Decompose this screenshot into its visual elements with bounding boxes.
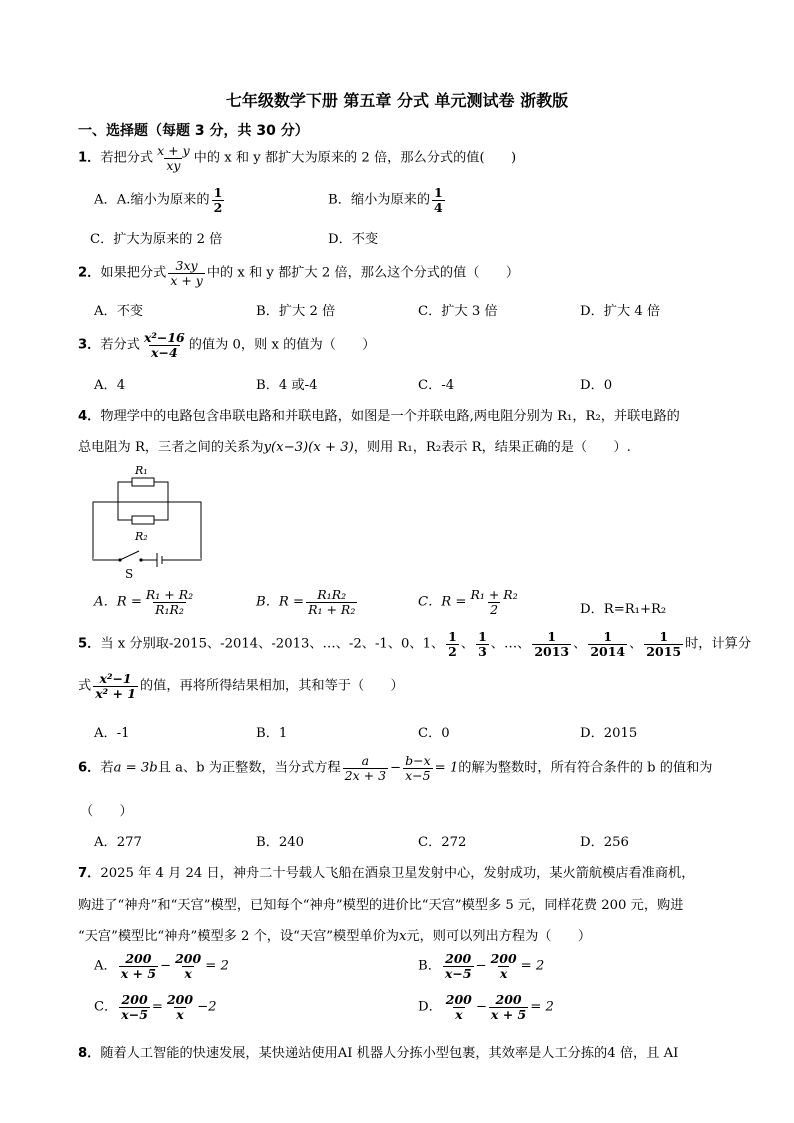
- q5-option-a[interactable]: A．-1: [94, 726, 130, 741]
- q1-fraction: $\frac{x + y}{xy}$: [157, 143, 190, 173]
- q6-option-b[interactable]: B．240: [256, 835, 305, 850]
- page-title: 七年级数学下册 第五章 分式 单元测试卷 浙教版: [225, 91, 569, 110]
- resistor-r1: [132, 478, 154, 486]
- question-1: 1．若把分式 $\frac{x + y}{xy}$ 中的 x 和 y 都扩大为原来的 2 倍，那么分式的值( ): [78, 143, 517, 173]
- q5-option-d[interactable]: D．2015: [580, 726, 638, 741]
- q4-option-a[interactable]: A．R = $\frac{\text{R₁ + R₂}}{\text{R₁R₂}}$: [94, 587, 194, 617]
- question-6-blank: （ ）: [80, 804, 133, 819]
- circuit-parallel-loop: [118, 482, 168, 520]
- question-3: 3．若分式 $\frac{\text{x²−16}}{x-4}$ 的值为 0，则 x 的值为（ ）: [78, 330, 376, 360]
- q7-option-c[interactable]: C． $\frac{200}{x-5}$ = $\frac{200}{x}$ −2: [94, 992, 217, 1022]
- q7-option-d[interactable]: D． $\frac{200}{x}$ − $\frac{200}{x + 5}$ = 2: [418, 992, 554, 1022]
- label-s: S: [125, 567, 134, 580]
- q6-option-a[interactable]: A．277: [94, 835, 142, 850]
- parallel-circuit-diagram: [85, 460, 215, 580]
- q7-option-b[interactable]: B． $\frac{200}{x-5}$ − $\frac{200}{x}$ = 2: [418, 951, 545, 981]
- question-7-line2: 购进了“神舟”和“天宫”模型，已知每个“神舟”模型的进价比“天宫”模型多 5 元，同样花费 200 元，购进: [78, 898, 684, 913]
- question-5-line2: 式 $\frac{\text{x²−1}}{\text{x² + 1}}$ 的值，再将所得结果相加，其和等于（ ）: [78, 671, 404, 701]
- resistor-r2: [132, 516, 154, 524]
- question-4-line1: 4．物理学中的电路包含串联电路和并联电路，如图是一个并联电路,两电阻分别为 R₁，R₂，并联电路的: [78, 409, 680, 424]
- label-r1: R₁: [135, 464, 148, 477]
- question-4-line2: 总电阻为 R，三者之间的关系为y(x−3)(x + 3)，则用 R₁，R₂表示 R，结果正确的是（ ）.: [78, 440, 631, 455]
- q2-option-b[interactable]: B．扩大 2 倍: [256, 304, 336, 319]
- q1-option-a[interactable]: A．A.缩小为原来的 $\frac{1}{2}$: [94, 185, 223, 215]
- q2-option-d[interactable]: D．扩大 4 倍: [580, 304, 661, 319]
- question-7-line1: 7．2025 年 4 月 24 日，神舟二十号载人飞船在酒泉卫星发射中心，发射成功，某火箭航模店看准商机，: [78, 866, 695, 881]
- q6-option-d[interactable]: D．256: [580, 835, 629, 850]
- q1-option-b[interactable]: B．缩小为原来的 $\frac{1}{4}$: [328, 185, 443, 215]
- question-5-line1: 5．当 x 分别取-2015、-2014、-2013、…、-2、-1、0、1、 $\frac{1}{2}$ 、 $\frac{1}{3}$ 、…、 $\frac{1}{2013}$ 、 $\frac{1}{2014}$ 、 $\frac{1}{2015}$ 时，计算分: [78, 629, 752, 659]
- q2-option-a[interactable]: A．不变: [94, 304, 144, 319]
- label-r2: R₂: [135, 530, 148, 543]
- q3-option-a[interactable]: A．4: [94, 378, 126, 393]
- q4-option-d[interactable]: D．R=R₁+R₂: [580, 602, 667, 617]
- q1-option-d[interactable]: D．不变: [328, 232, 379, 247]
- section-heading: 一、选择题（每题 3 分，共 30 分）: [78, 123, 309, 139]
- q3-option-d[interactable]: D．0: [580, 378, 613, 393]
- q4-option-c[interactable]: C．R = $\frac{\text{R₁ + R₂}}{2}$: [418, 587, 518, 617]
- q1-option-c[interactable]: C．扩大为原来的 2 倍: [90, 232, 223, 247]
- question-2: 2．如果把分式 $\frac{3xy}{x + y}$ 中的 x 和 y 都扩大 2 倍，那么这个分式的值（ ）: [78, 258, 520, 288]
- q3-option-c[interactable]: C．-4: [418, 378, 455, 393]
- q4-option-b[interactable]: B．R = $\frac{\text{R₁R₂}}{\text{R₁ + R₂}}$: [256, 587, 356, 617]
- q5-option-c[interactable]: C．0: [418, 726, 450, 741]
- question-8-line1: 8．随着人工智能的快速发展，某快递站使用AI 机器人分拣小型包裹，其效率是人工分拣的4 倍，且 AI: [78, 1046, 679, 1061]
- question-6: 6．若a = 3b且 a、b 为正整数，当分式方程 $\frac{a}{2x + 3}$ − $\frac{b-x}{x-5}$ = 1的解为整数时，所有符合条件的 b 的值和为: [78, 753, 713, 783]
- question-7-line3: “天宫”模型比“神舟”模型多 2 个，设“天宫”模型单价为x元，则可以列出方程为（ ）: [78, 929, 592, 944]
- q2-option-c[interactable]: C．扩大 3 倍: [418, 304, 498, 319]
- q3-option-b[interactable]: B．4 或-4: [256, 378, 318, 393]
- q5-option-b[interactable]: B．1: [256, 726, 288, 741]
- q6-option-c[interactable]: C．272: [418, 835, 467, 850]
- q7-option-a[interactable]: A． $\frac{200}{x + 5}$ − $\frac{200}{x}$ = 2: [94, 951, 229, 981]
